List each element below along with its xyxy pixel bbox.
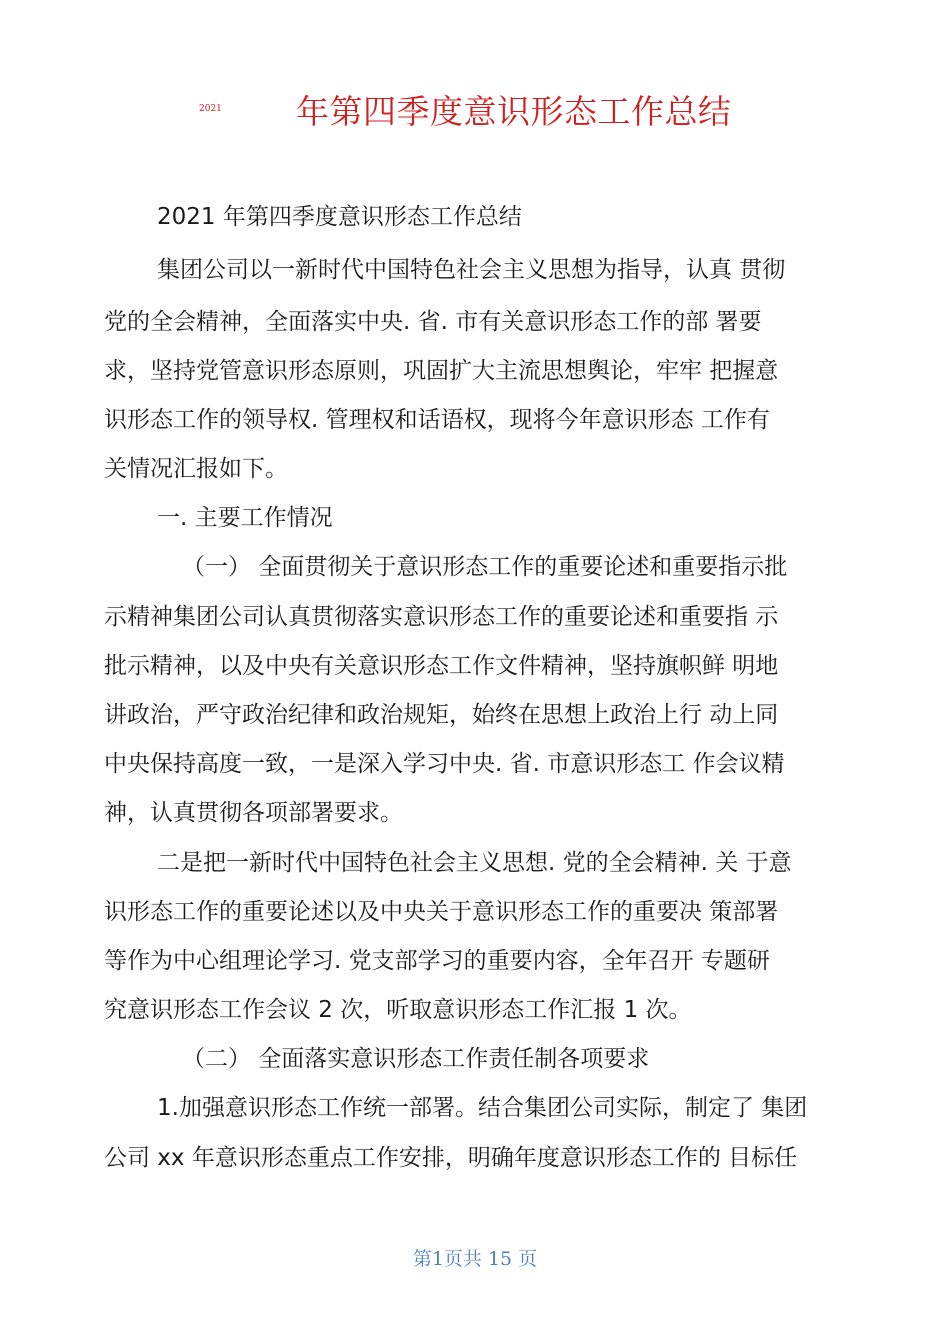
body-line: 识形态工作的重要论述以及中央关于意识形态工作的重要决 策部署 [104,899,779,925]
body-line: 究意识形态工作会议 2 次，听取意识形态工作汇报 1 次。 [104,997,692,1023]
body-line: 识形态工作的领导权. 管理权和话语权，现将今年意识形态 工作有 [104,407,770,433]
body-line: 求，坚持党管意识形态原则，巩固扩大主流思想舆论，牢牢 把握意 [104,358,779,384]
body-line: 党的全会精神，全面落实中央. 省. 市有关意识形态工作的部 署要 [104,309,762,335]
body-line: 集团公司以一新时代中国特色社会主义思想为指导，认真 贯彻 [157,257,786,283]
body-line: 二是把一新时代中国特色社会主义思想. 党的全会精神. 关 于意 [157,850,792,876]
body-line: 等作为中心组理论学习. 党支部学习的重要内容，全年召开 专题研 [104,948,770,974]
body-line: 公司 xx 年意识形态重点工作安排，明确年度意识形态工作的 目标任 [104,1145,798,1171]
body-line: 1.加强意识形态工作统一部署。结合集团公司实际，制定了 集团 [157,1095,808,1121]
page-number-footer: 第1页共 15 页 [412,1248,538,1270]
body-line: 批示精神，以及中央有关意识形态工作文件精神，坚持旗帜鲜 明地 [104,653,779,679]
document-title: 年第四季度意识形态工作总结 [296,92,732,131]
body-line: 中央保持高度一致，一是深入学习中央. 省. 市意识形态工 作会议精 [104,751,785,777]
title-year: 2021 [199,104,222,114]
body-line: 神，认真贯彻各项部署要求。 [104,800,403,826]
body-line: 讲政治，严守政治纪律和政治规矩，始终在思想上政治上行 动上同 [104,702,779,728]
section-heading: 一. 主要工作情况 [157,505,333,531]
body-line: 关情况汇报如下。 [104,456,288,482]
body-line: 示精神集团公司认真贯彻落实意识形态工作的重要论述和重要指 示 [104,604,779,630]
subsection-heading: （一） 全面贯彻关于意识形态工作的重要论述和重要指示批 [182,554,788,580]
body-heading-line: 2021 年第四季度意识形态工作总结 [157,204,522,230]
subsection-heading: （二） 全面落实意识形态工作责任制各项要求 [182,1046,650,1072]
